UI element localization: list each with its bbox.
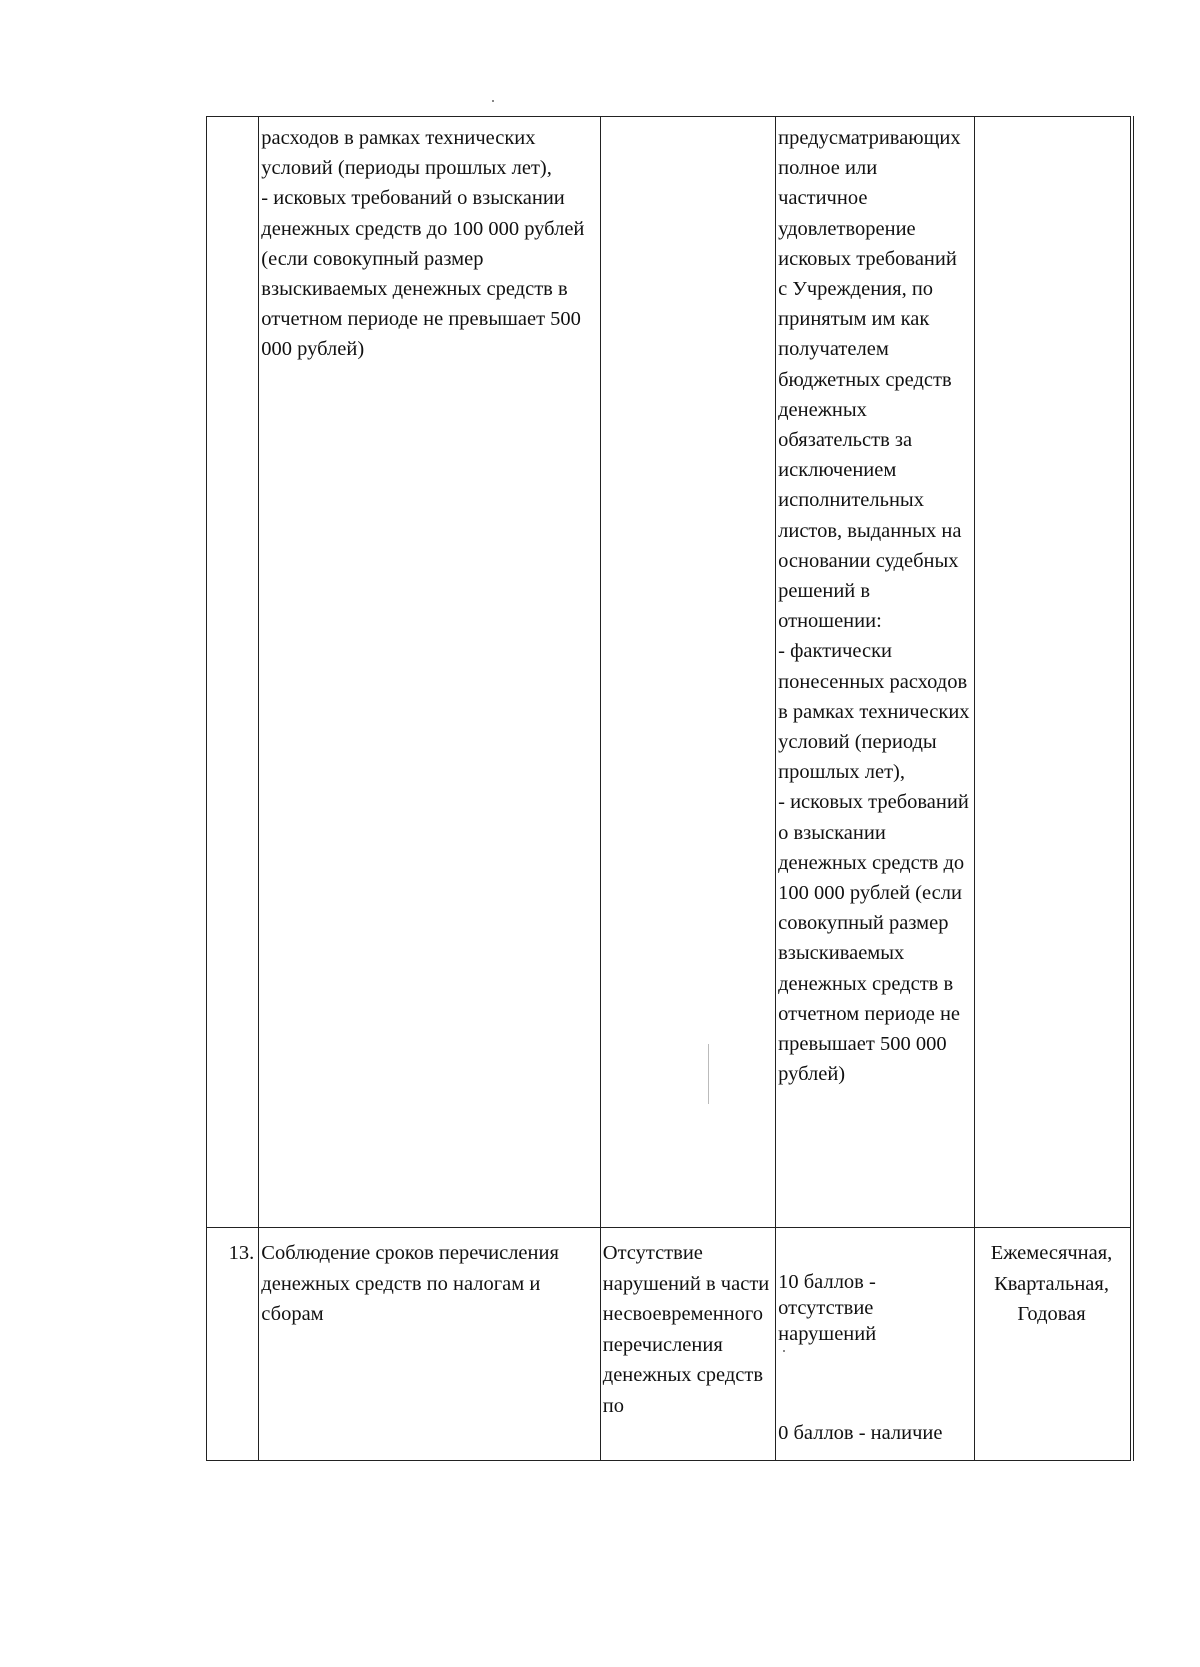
score-cell: [776, 1228, 975, 1461]
periodicity-cell: Ежемесячная, Квартальная, Годовая: [975, 1228, 1132, 1461]
score-min-text: 0 баллов - наличие: [778, 1421, 943, 1444]
indicator-name-cell: расходов в рамках технических условий (периоды прошлых лет), - исковых требований о взыскании денежных средств до 100 000 рублей (если совокупный размер взыскиваемых денежных средств в отчетном периоде не превышает 500 000 рублей): [259, 117, 600, 1228]
indicator-name-cell: Соблюдение сроков перечисления денежных средств по налогам и сборам: [259, 1228, 600, 1461]
score-cell: предусматривающих полное или частичное удовлетворение исковых требований с Учреждения, по принятым им как получателем бюджетных средств денежных обязательств за исключением исполнительных листов, выданных на основании судебных решений в отношении: - фактически понесенных расходов в рамках технических условий (периоды прошлых лет), - исковых требований о взыскании денежных средств до 100 000 рублей (если совокупный размер взыскиваемых денежных средств в отчетном периоде не превышает 500 000 рублей): [776, 117, 975, 1228]
criteria-table: [206, 116, 1134, 1461]
scan-speck: [492, 100, 494, 102]
row-number-cell: [207, 117, 259, 1228]
periodicity-cell: [975, 117, 1132, 1228]
score-max-text: 10 баллов - отсутствие нарушений: [778, 1270, 877, 1345]
table-row: [207, 1228, 1133, 1461]
table-row: [207, 117, 1133, 1228]
row-number-cell: 13.: [207, 1228, 259, 1461]
criterion-cell: Отсутствие нарушений в части несвоевременного перечисления денежных средств по: [600, 1228, 775, 1461]
criterion-cell: [600, 117, 775, 1228]
